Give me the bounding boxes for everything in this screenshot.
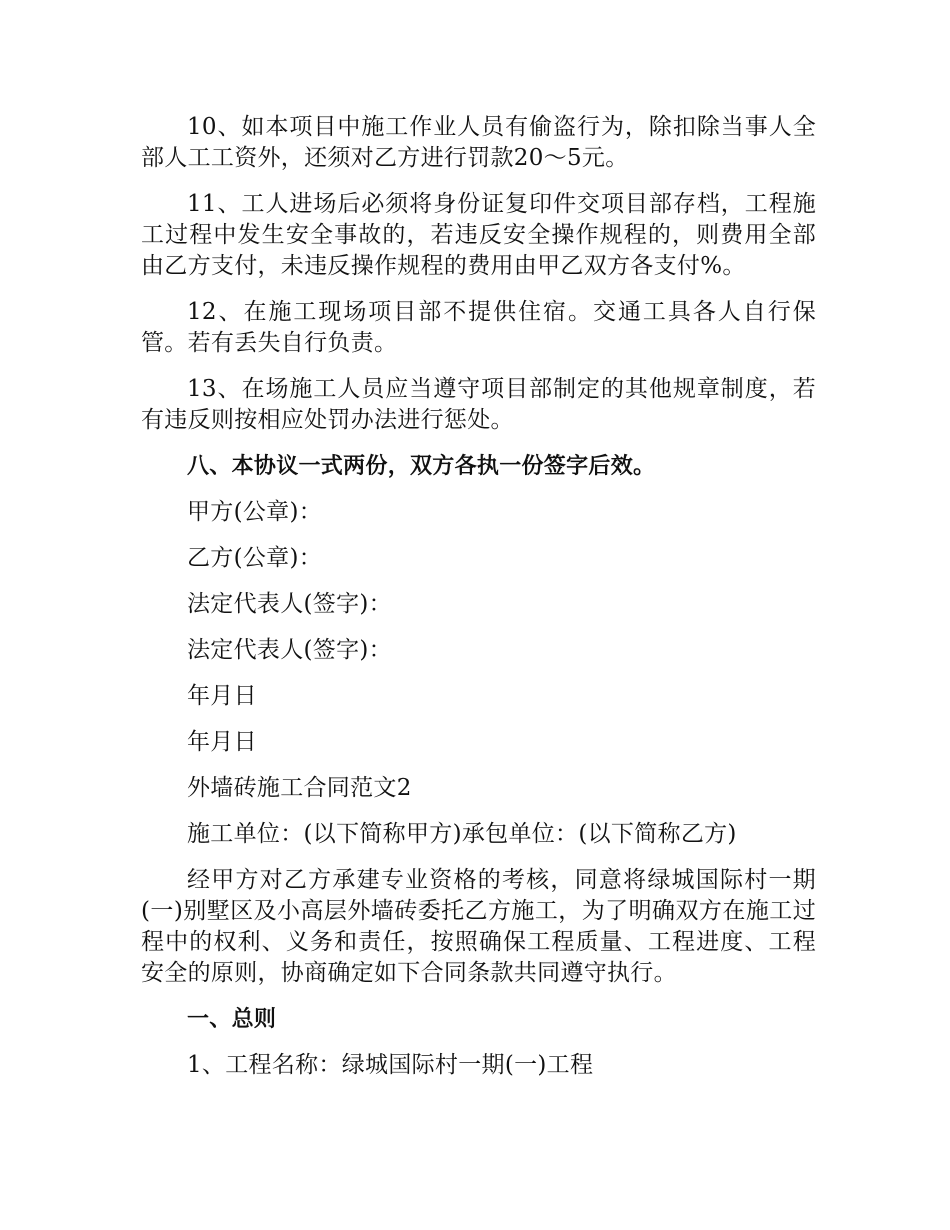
document-body — [141, 112, 816, 1096]
date-line-a: 年月日 — [187, 683, 257, 709]
clause-12: 12、在施工现场项目部不提供住宿。交通工具各人自行保管。若有丢失自行负责。 — [141, 299, 816, 356]
party-b-seal: 乙方(公章)： — [187, 545, 323, 571]
section-1-heading: 一、总则 — [187, 1007, 277, 1032]
legal-rep-signature-b: 法定代表人(签字)： — [187, 637, 392, 663]
legal-rep-signature-a: 法定代表人(签字)： — [187, 591, 392, 617]
date-line-b: 年月日 — [187, 729, 257, 755]
intro-paragraph: 经甲方对乙方承建专业资格的考核，同意将绿城国际村一期(一)别墅区及小高层外墙砖委托乙方施工，为了明确双方在施工过程中的权利、义务和责任，按照确保工程质量、工程进度、工程安全的原则，协商确定如下合同条款共同遵守执行。 — [141, 867, 816, 986]
clause-10: 10、如本项目中施工作业人员有偷盗行为，除扣除当事人全部人工工资外，还须对乙方进行罚款20～5元。 — [141, 114, 816, 171]
clause-11: 11、工人进场后必须将身份证复印件交项目部存档，工程施工过程中发生安全事故的，若违反安全操作规程的，则费用全部由乙方支付，未违反操作规程的费用由甲乙双方各支付%。 — [141, 191, 816, 279]
clause-13: 13、在场施工人员应当遵守项目部制定的其他规章制度，若有违反则按相应处罚办法进行惩处。 — [141, 376, 816, 433]
contract-sample-title: 外墙砖施工合同范文2 — [187, 775, 412, 801]
parties-line: 施工单位：(以下简称甲方)承包单位：(以下简称乙方) — [187, 821, 737, 847]
party-a-seal: 甲方(公章)： — [187, 499, 323, 525]
section-8-heading: 八、本协议一式两份，双方各执一份签字后效。 — [187, 454, 656, 479]
project-name-line: 1、工程名称：绿城国际村一期(一)工程 — [187, 1052, 594, 1078]
